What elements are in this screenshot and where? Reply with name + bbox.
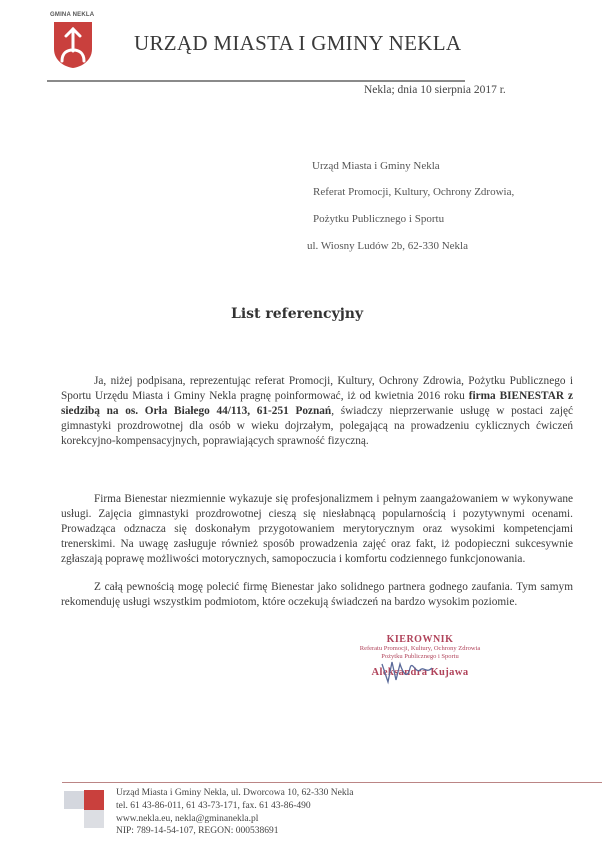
- recipient-line: ul. Wiosny Ludów 2b, 62-330 Nekla: [307, 240, 468, 252]
- paragraph-text: , świadczy nieprzerwanie usługę w postaci zajęć gimnastyki prozdrowotnej dla osób w wieku dojrzałym, polegającą na prowadzeniu cyklicznych ćwiczeń korekcyjno-kompensacyjnych, poprawiających sprawność fizyczną.: [61, 405, 573, 448]
- footer-divider: [62, 782, 602, 783]
- signature-role: KIEROWNIK: [386, 634, 454, 645]
- footer-address: Urząd Miasta i Gminy Nekla, ul. Dworcowa 10, 62-330 Nekla: [116, 788, 354, 798]
- footer-phone: tel. 61 43-86-011, 61 43-73-171, fax. 61 43-86-490: [116, 801, 311, 811]
- date-line: Nekla; dnia 10 sierpnia 2017 r.: [364, 84, 506, 96]
- signature-unit: Referatu Promocji, Kultury, Ochrony Zdrowia: [359, 645, 481, 652]
- body-paragraph-1: [61, 374, 573, 449]
- logo-label: GMINA NEKLA: [50, 12, 95, 18]
- signature-name: Aleksandra Kujawa: [371, 667, 469, 678]
- header-divider: [47, 80, 465, 82]
- footer-web-email: www.nekla.eu, nekla@gminanekla.pl: [116, 814, 259, 824]
- recipient-line: Pożytku Publicznego i Sportu: [313, 213, 445, 225]
- letterhead-title: URZĄD MIASTA I GMINY NEKLA: [134, 31, 462, 55]
- company-highlight: firma BIENESTAR z siedzibą na os. Orła Białego 44/113, 61-251 Poznań: [61, 390, 573, 418]
- footer-decor-square: [64, 791, 84, 809]
- footer-decor-square: [84, 790, 104, 810]
- document-title: List referencyjny: [231, 306, 364, 322]
- recipient-line: Referat Promocji, Kultury, Ochrony Zdrowia,: [313, 186, 515, 198]
- signature-unit: Pożytku Publicznego i Sportu: [381, 653, 459, 660]
- handwritten-signature-icon: [378, 656, 438, 688]
- body-paragraph-2: Firma Bienestar niezmiennie wykazuje się profesjonalizmem i pełnym zaangażowaniem w wykonywane usługi. Zajęcia gimnastyki prozdrowotnej cieszą się niesłabnącą popularnością i pozytywnymi ocenami. Prowadząca odznacza się doskonałym przygotowaniem merytorycznym oraz wysokimi kompetencjami trenerskimi. Na uwagę zasługuje również sposób prowadzenia zajęć oraz fakt, iż podopieczni sukcesywnie zgłaszają poprawę możliwości motorycznych, samopoczucia i komfortu codziennego funkcjonowania.: [61, 493, 573, 566]
- footer-tax-ids: NIP: 789-14-54-107, REGON: 000538691: [116, 826, 279, 836]
- paragraph-text: Ja, niżej podpisana, reprezentując referat Promocji, Kultury, Ochrony Zdrowia, Pożytku Publicznego i Sportu Urzędu Miasta i Gminy Nekla pragnę poinformować, iż od kwietnia 2016 roku: [61, 375, 573, 403]
- footer-decor-square: [84, 810, 104, 828]
- body-paragraph-3: Z całą pewnością mogę polecić firmę Bienestar jako solidnego partnera godnego zaufania. Tym samym rekomenduję usługi wszystkim podmiotom, które oczekują świadczeń na bardzo wysokim poziomie.: [61, 581, 573, 609]
- recipient-line: Urząd Miasta i Gminy Nekla: [312, 160, 440, 172]
- coat-of-arms-logo: [53, 21, 93, 69]
